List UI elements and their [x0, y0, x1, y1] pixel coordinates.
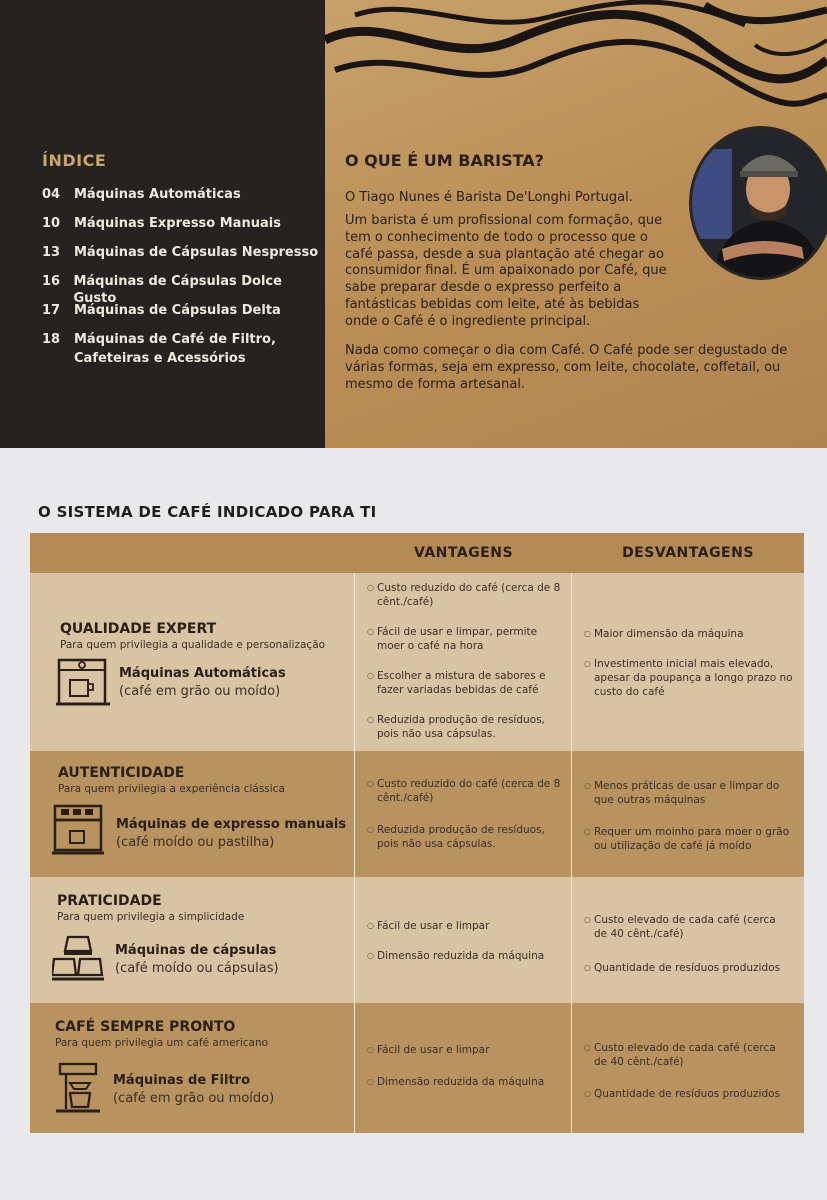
advantage-item: ○ Reduzida produção de resíduos, pois não usa cápsulas.	[367, 713, 567, 741]
index-page: 16	[42, 274, 61, 289]
index-item	[42, 215, 325, 244]
disadvantage-item: ○ Requer um moinho para moer o grão ou utilização de café já moído	[584, 825, 802, 853]
advantages-header: VANTAGENS	[355, 533, 572, 573]
row-subtitle: Para quem privilegia a simplicidade	[57, 911, 245, 923]
index-label: Máquinas de Café de Filtro,	[74, 332, 276, 347]
machine-description: (café moído ou cápsulas)	[115, 961, 279, 976]
barista-intro: O Tiago Nunes é Barista De'Longhi Portugal.	[345, 190, 633, 205]
index-item	[42, 273, 325, 306]
advantages-cell	[355, 573, 572, 751]
machine-name: Máquinas de Filtro	[113, 1073, 251, 1088]
index-label: Máquinas Automáticas	[74, 187, 241, 202]
disadvantages-header: DESVANTAGENS	[572, 533, 804, 573]
machine-name: Máquinas Automáticas	[119, 666, 286, 681]
table-row	[30, 751, 804, 877]
disadvantages-cell	[572, 1003, 804, 1133]
advantage-item: ○ Dimensão reduzida da máquina	[367, 949, 567, 963]
advantage-item: ○ Fácil de usar e limpar	[367, 919, 567, 933]
index-page: 13	[42, 245, 61, 260]
disadvantages-cell	[572, 573, 804, 751]
index-title: ÍNDICE	[42, 151, 107, 170]
advantage-item: ○ Escolher a mistura de sabores e fazer variadas bebidas de café	[367, 669, 567, 697]
table-row	[30, 877, 804, 1003]
advantage-item: ○ Fácil de usar e limpar	[367, 1043, 567, 1057]
system-title: O SISTEMA DE CAFÉ INDICADO PARA TI	[38, 503, 377, 521]
index-label: Máquinas de Cápsulas Nespresso	[74, 245, 319, 260]
table-row	[30, 1003, 804, 1133]
index-item	[42, 331, 325, 350]
system-cell	[30, 1003, 355, 1133]
index-page: 10	[42, 216, 61, 231]
system-cell	[30, 877, 355, 1003]
index-label: Máquinas de Cápsulas Delta	[74, 303, 281, 318]
disadvantage-item: ○ Quantidade de resíduos produzidos	[584, 961, 802, 975]
automatic-machine-icon	[56, 656, 110, 708]
advantage-item: ○ Custo reduzido do café (cerca de 8 cênt./café)	[367, 581, 567, 609]
advantage-item: ○ Custo reduzido do café (cerca de 8 cênt./café)	[367, 777, 567, 805]
table-row	[30, 573, 804, 751]
swirl-decoration	[325, 0, 827, 110]
row-title: PRATICIDADE	[57, 893, 162, 909]
index-panel	[0, 0, 325, 448]
disadvantage-item: ○ Maior dimensão da máquina	[584, 627, 798, 641]
index-label: Máquinas Expresso Manuais	[74, 216, 281, 231]
row-subtitle: Para quem privilegia um café americano	[55, 1037, 269, 1049]
advantages-cell	[355, 751, 572, 877]
barista-closing: Nada como começar o dia com Café. O Café pode ser degustado de várias formas, seja em expresso, com leite, chocolate, coffetail, ou mesmo de forma artesanal.	[345, 343, 788, 392]
disadvantage-item: ○ Custo elevado de cada café (cerca de 40 cênt./café)	[584, 1041, 784, 1069]
disadvantages-cell	[572, 877, 804, 1003]
machine-description: (café em grão ou moído)	[113, 1091, 275, 1106]
system-cell	[30, 751, 355, 877]
index-item	[42, 186, 325, 215]
advantage-item: ○ Dimensão reduzida da máquina	[367, 1075, 567, 1089]
index-item	[42, 244, 325, 273]
disadvantage-item: ○ Investimento inicial mais elevado, apesar da poupança a longo prazo no custo do café	[584, 657, 798, 699]
advantage-item: ○ Fácil de usar e limpar, permite moer o café na hora	[367, 625, 567, 653]
disadvantage-item: ○ Quantidade de resíduos produzidos	[584, 1087, 802, 1101]
row-subtitle: Para quem privilegia a experiência clássica	[58, 783, 285, 795]
barista-photo	[689, 126, 827, 280]
index-page: 18	[42, 332, 61, 347]
espresso-machine-icon	[52, 803, 104, 857]
barista-title: O QUE É UM BARISTA?	[345, 151, 544, 170]
index-item	[42, 302, 325, 331]
advantage-item: ○ Reduzida produção de resíduos, pois não usa cápsulas.	[367, 823, 567, 851]
index-item	[42, 350, 325, 379]
header-blank	[30, 533, 355, 573]
disadvantage-item: ○ Menos práticas de usar e limpar do que outras máquinas	[584, 779, 802, 807]
row-subtitle: Para quem privilegia a qualidade e personalização	[60, 639, 326, 651]
barista-description: Um barista é um profissional com formação, que tem o conhecimento de todo o processo que o café passa, desde a sua plantação até chegar ao consumidor final. É um apaixonado por Café, que sabe preparar desde o expresso perfeito a fantásticas bebidas com leite, até às bebidas onde o Café é o ingrediente principal.	[345, 213, 667, 329]
system-cell	[30, 573, 355, 751]
row-title: QUALIDADE EXPERT	[60, 621, 217, 637]
index-page: 17	[42, 303, 61, 318]
index-list	[42, 186, 325, 379]
machine-name: Máquinas de cápsulas	[115, 943, 277, 958]
disadvantages-cell	[572, 751, 804, 877]
machine-description: (café moído ou pastilha)	[116, 835, 275, 850]
capsules-icon	[52, 933, 104, 983]
advantages-cell	[355, 1003, 572, 1133]
row-title: CAFÉ SEMPRE PRONTO	[55, 1019, 236, 1035]
disadvantage-item: ○ Custo elevado de cada café (cerca de 40 cênt./café)	[584, 913, 784, 941]
filter-machine-icon	[56, 1061, 100, 1115]
index-label: Cafeteiras e Acessórios	[74, 351, 246, 366]
machine-name: Máquinas de expresso manuais	[116, 817, 347, 832]
coffee-system-table	[30, 533, 804, 1133]
row-title: AUTENTICIDADE	[58, 765, 185, 781]
index-page: 04	[42, 187, 61, 202]
index-page	[42, 350, 74, 379]
index-label: Máquinas de Cápsulas Dolce Gusto	[73, 274, 282, 306]
machine-description: (café em grão ou moído)	[119, 684, 281, 699]
advantages-cell	[355, 877, 572, 1003]
